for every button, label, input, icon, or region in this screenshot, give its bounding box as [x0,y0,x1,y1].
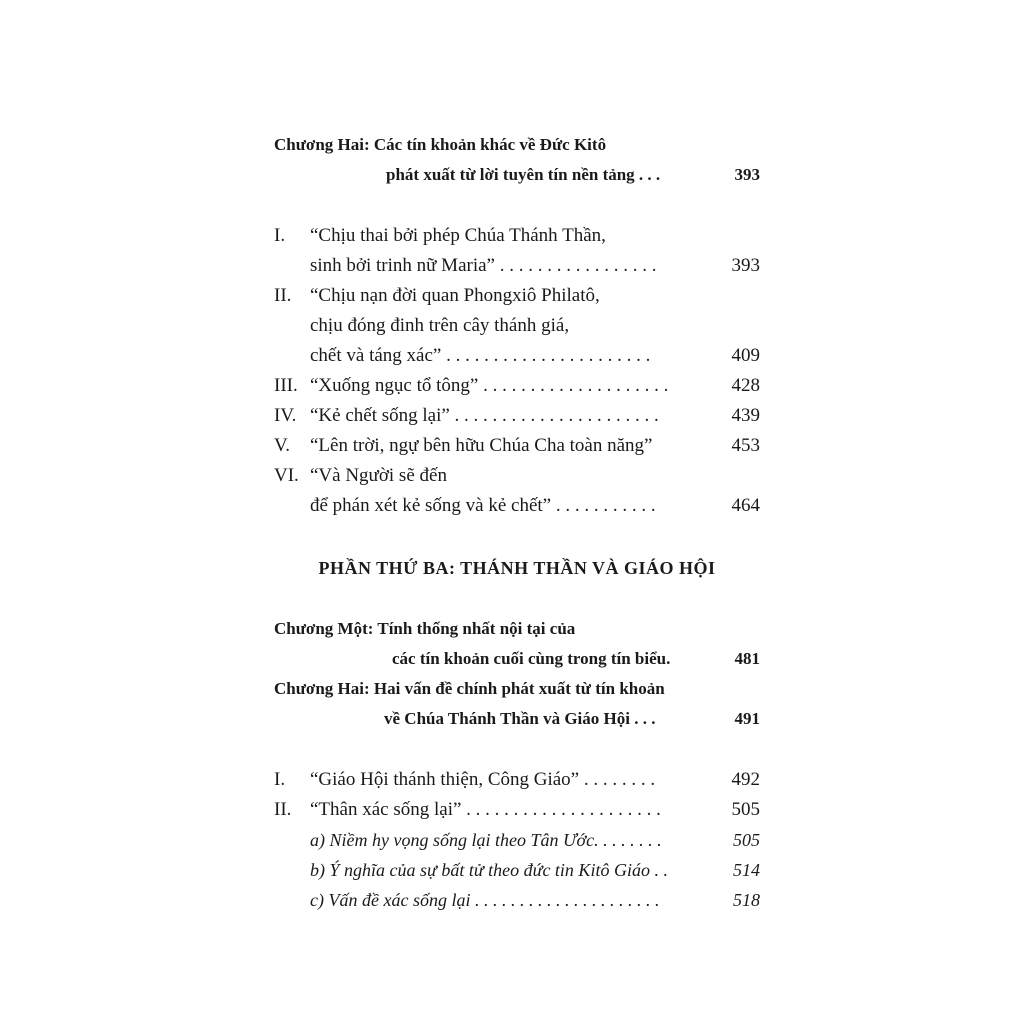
toc-entry-cont [0,252,1024,280]
entry-text: “Chịu thai bởi phép Chúa Thánh Thần, [310,225,606,246]
roman-numeral: III. [274,375,298,396]
chapter-subtitle-text: các tín khoản cuối cùng trong tín biểu. [392,649,671,668]
page-number: 505 [733,830,760,850]
page-number: 393 [734,165,760,184]
toc-entry-cont [0,342,1024,370]
entry-text: “Chịu nạn đời quan Phongxiô Philatô, [310,285,600,306]
toc-entry-cont [0,492,1024,520]
chapter-subtitle-text: về Chúa Thánh Thần và Giáo Hội . . . [384,709,656,728]
toc-entry-cont [0,312,1024,340]
toc-entry [0,372,1024,400]
page-number: 492 [731,769,760,790]
entry-text: chịu đóng đinh trên cây thánh giá, [310,315,570,336]
chapter-title [274,131,606,159]
page-number: 453 [731,435,760,456]
roman-numeral: V. [274,435,291,456]
entry-text: “Lên trời, ngự bên hữu Chúa Cha toàn năng” [310,435,653,456]
entry-text: “Và Người sẽ đến [310,465,447,486]
toc-entry [0,402,1024,430]
roman-numeral: I. [274,225,286,246]
subentry-text: a) Niềm hy vọng sống lại theo Tân Ước. . . . . . . . [310,830,662,850]
entry-text: “Thân xác sống lại” . . . . . . . . . . . . . . . . . . . . . [310,799,661,820]
toc-entry [0,222,1024,250]
toc-subentry [0,886,1024,914]
chapter-title-text: Chương Hai: Các tín khoản khác về Đức Kitô [274,135,607,154]
chapter-subtitle [386,161,760,189]
roman-numeral: VI. [274,465,299,486]
entry-text: để phán xét kẻ sống và kẻ chết” . . . . . . . . . . . [310,495,656,516]
page-number: 514 [733,860,760,880]
page-number: 409 [731,345,760,366]
page-number: 393 [731,255,760,276]
entry-text: sinh bởi trinh nữ Maria” . . . . . . . . . . . . . . . . . [310,255,657,276]
toc-entry [0,432,1024,460]
chapter-subtitle-text: phát xuất từ lời tuyên tín nền tảng . . . [386,165,661,184]
entry-text: “Kẻ chết sống lại” . . . . . . . . . . . . . . . . . . . . . . [310,405,659,426]
entry-text: “Xuống ngục tổ tông” . . . . . . . . . . . . . . . . . . . . [310,375,669,396]
chapter-title-text: Chương Một: Tính thống nhất nội tại của [274,619,576,638]
toc-entry [0,462,1024,490]
chapter-subtitle [392,645,760,673]
toc-subentry [0,826,1024,854]
page-number: 491 [734,709,760,728]
toc-entry [0,766,1024,794]
roman-numeral: I. [274,769,286,790]
entry-text: chết và táng xác” . . . . . . . . . . . . . . . . . . . . . . [310,345,651,366]
toc-entry [0,796,1024,824]
page-number: 464 [731,495,760,516]
page-number: 481 [734,649,760,668]
page-number: 439 [731,405,760,426]
chapter-title-text: Chương Hai: Hai vấn đề chính phát xuất từ tín khoản [274,679,665,698]
subentry-text: c) Vấn đề xác sống lại . . . . . . . . . . . . . . . . . . . . . [310,890,660,910]
page-number: 518 [733,890,760,910]
page-number: 505 [731,799,760,820]
roman-numeral: II. [274,285,292,306]
chapter-title [274,615,575,643]
roman-numeral: IV. [274,405,297,426]
page-number: 428 [731,375,760,396]
chapter-title [274,675,665,703]
chapter-subtitle [384,705,760,733]
part-heading: PHẦN THỨ BA: THÁNH THẦN VÀ GIÁO HỘI [318,558,716,578]
roman-numeral: II. [274,799,292,820]
toc-entry [0,282,1024,310]
subentry-text: b) Ý nghĩa của sự bất tử theo đức tin Kitô Giáo . . [310,860,668,880]
toc-subentry [0,856,1024,884]
entry-text: “Giáo Hội thánh thiện, Công Giáo” . . . . . . . . [310,769,656,790]
